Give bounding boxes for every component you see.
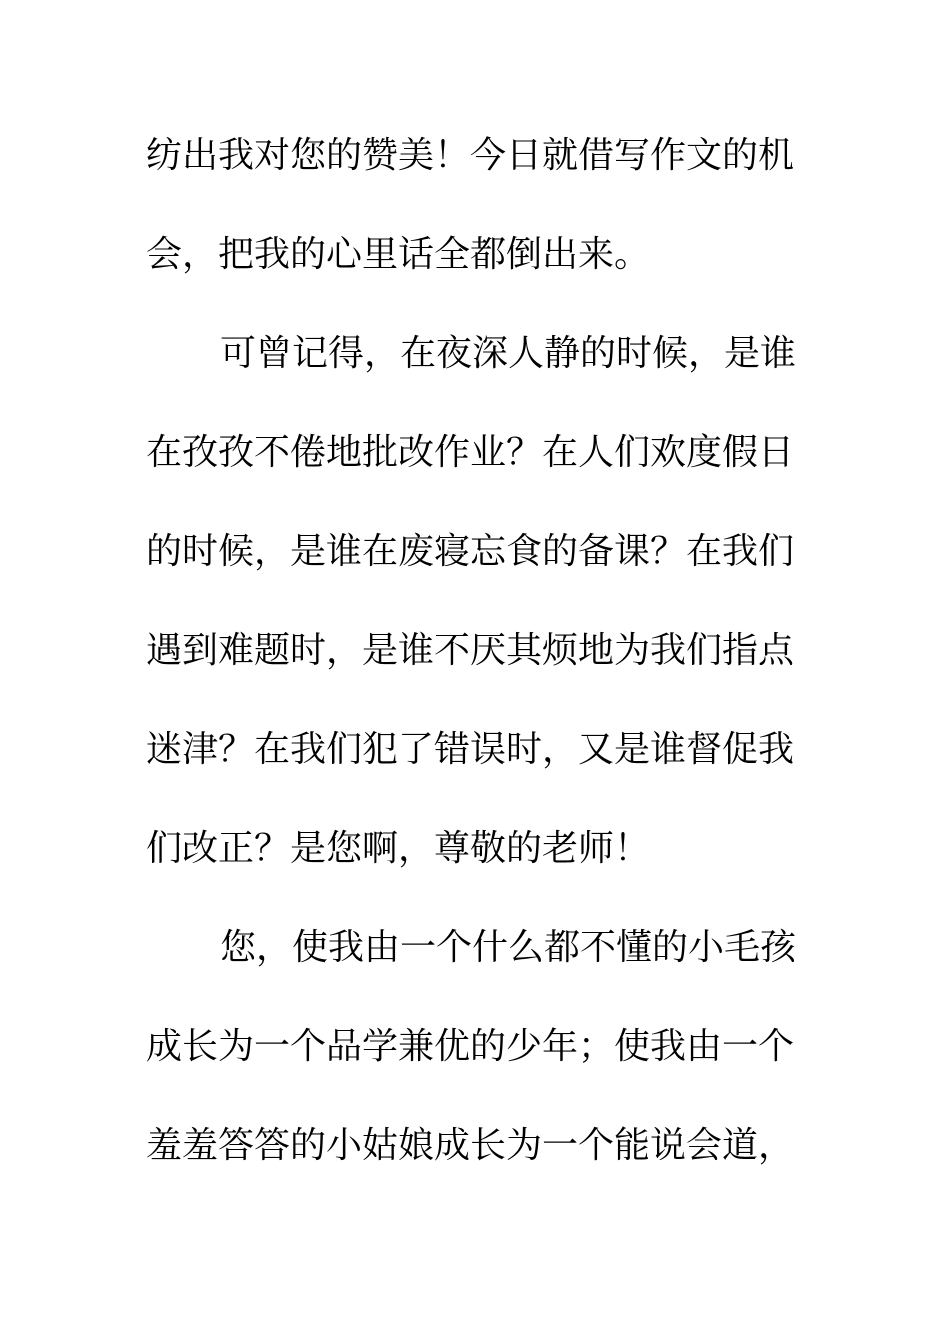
paragraph-start-line: 可曾记得，在夜深人静的时候，是谁 — [220, 333, 797, 374]
text-line: 会，把我的心里话全都倒出来。 — [146, 234, 651, 275]
text-line: 们改正？是您啊，尊敬的老师！ — [146, 828, 651, 869]
text-line: 羞羞答答的小姑娘成长为一个能说会道， — [146, 1125, 795, 1166]
text-line: 遇到难题时，是谁不厌其烦地为我们指点 — [146, 630, 795, 671]
paragraph-start-line: 您，使我由一个什么都不懂的小毛孩 — [220, 927, 797, 968]
text-line: 迷津？在我们犯了错误时，又是谁督促我 — [146, 729, 795, 770]
text-line: 在孜孜不倦地批改作业？在人们欢度假日 — [146, 432, 795, 473]
body-text — [146, 125, 810, 1214]
text-line: 成长为一个品学兼优的少年；使我由一个 — [146, 1026, 795, 1067]
text-line: 纺出我对您的赞美！今日就借写作文的机 — [146, 135, 795, 176]
text-line: 的时候，是谁在废寝忘食的备课？在我们 — [146, 531, 795, 572]
